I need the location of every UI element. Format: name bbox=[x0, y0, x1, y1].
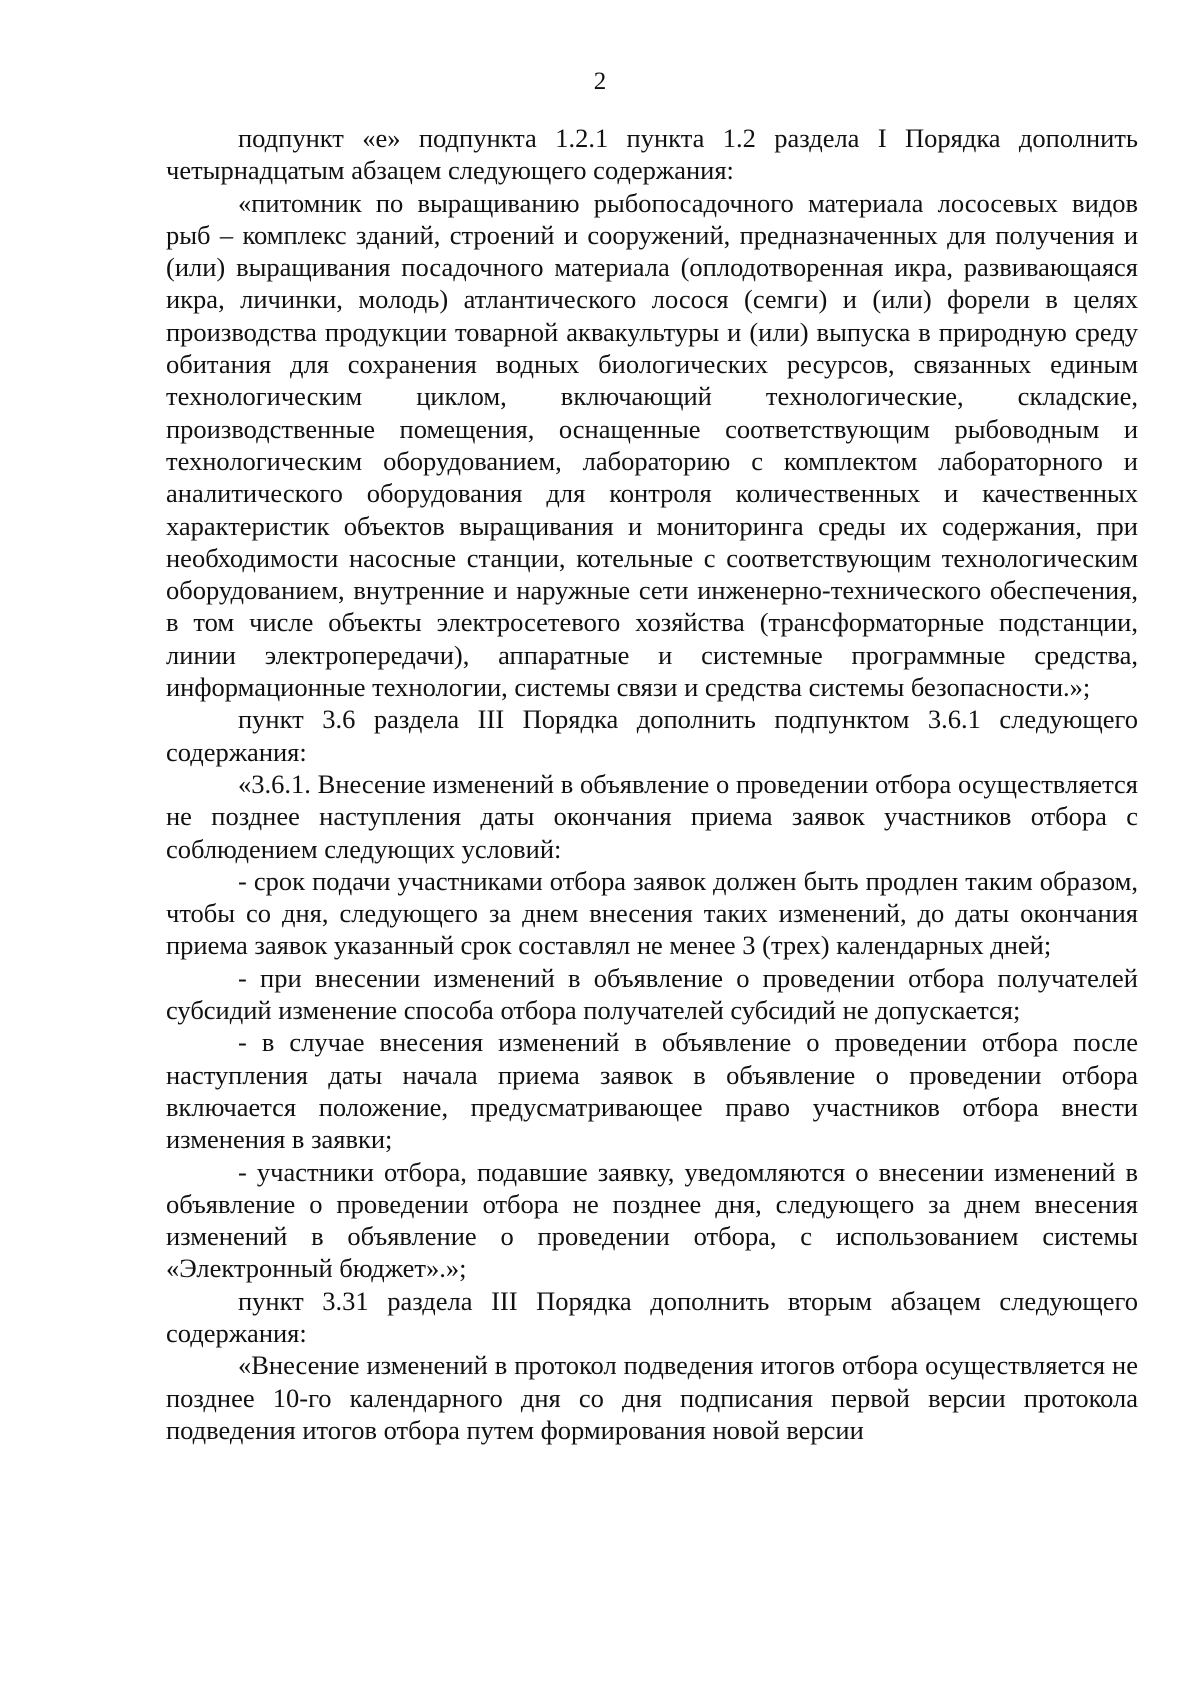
paragraph-condition-extend-deadline: - срок подачи участниками отбора заявок должен быть продлен таким образом, чтобы со дня, следующего за днем внесения таких изменений, до даты окончания приема заявок указанный срок составлял не менее 3 (трех) календарных дней; bbox=[166, 865, 1138, 961]
paragraph-amend-point-3-6: пункт 3.6 раздела III Порядка дополнить подпунктом 3.6.1 следующего содержания: bbox=[166, 704, 1138, 767]
paragraph-protocol-changes: «Внесение изменений в протокол подведения итогов отбора осуществляется не позднее 10-го календарного дня со дня подписания первой версии протокола подведения итогов отбора путем формирования новой версии bbox=[166, 1350, 1138, 1445]
paragraph-subpoint-3-6-1: «3.6.1. Внесение изменений в объявление о проведении отбора осуществляется не позднее наступления даты окончания приема заявок участников отбора с соблюдением следующих условий: bbox=[166, 768, 1138, 864]
paragraph-condition-after-start: - в случае внесения изменений в объявление о проведении отбора после наступления даты начала приема заявок в объявление о проведении отбора включается положение, предусматривающее право участников отбора внести изменения в заявки; bbox=[166, 1027, 1138, 1155]
page-number: 2 bbox=[593, 68, 607, 95]
paragraph-amend-subpoint-e: подпункт «е» подпункта 1.2.1 пункта 1.2 раздела I Порядка дополнить четырнадцатым абзацем следующего содержания: bbox=[166, 123, 1138, 186]
paragraph-nursery-definition: «питомник по выращиванию рыбопосадочного материала лососевых видов рыб – комплекс зданий, строений и сооружений, предназначенных для получения и (или) выращивания посадочного материала (оплодотворенная икра, развивающаяся икра, личинки, молодь) атлантического лосося (семги) и (или) форели в целях производства продукции товарной аквакультуры и (или) выпуска в природную среду обитания для сохранения водных биологических ресурсов, связанных единым технологическим циклом, включающий технологические, складские, производственные помещения, оснащенные соответствующим рыбоводным и технологическим оборудованием, лабораторию с комплектом лабораторного и аналитического оборудования для контроля количественных и качественных характеристик объектов выращивания и мониторинга среды их содержания, при необходимости насосные станции, котельные с соответствующим технологическим оборудованием, внутренние и наружные сети инженерно-технического обеспечения, в том числе объекты электросетевого хозяйства (трансформаторные подстанции, линии электропередачи), аппаратные и системные программные средства, информационные технологии, системы связи и средства системы безопасности.»; bbox=[166, 187, 1138, 703]
document-body bbox=[166, 122, 1138, 1446]
paragraph-condition-notification: - участники отбора, подавшие заявку, уведомляются о внесении изменений в объявление о проведении отбора не позднее дня, следующего за днем внесения изменений в объявление о проведении отбора, с использованием системы «Электронный бюджет».»; bbox=[166, 1156, 1138, 1284]
paragraph-condition-method-change: - при внесении изменений в объявление о проведении отбора получателей субсидий изменение способа отбора получателей субсидий не допускается; bbox=[166, 962, 1138, 1026]
paragraph-amend-point-3-31: пункт 3.31 раздела III Порядка дополнить вторым абзацем следующего содержания: bbox=[166, 1285, 1138, 1348]
